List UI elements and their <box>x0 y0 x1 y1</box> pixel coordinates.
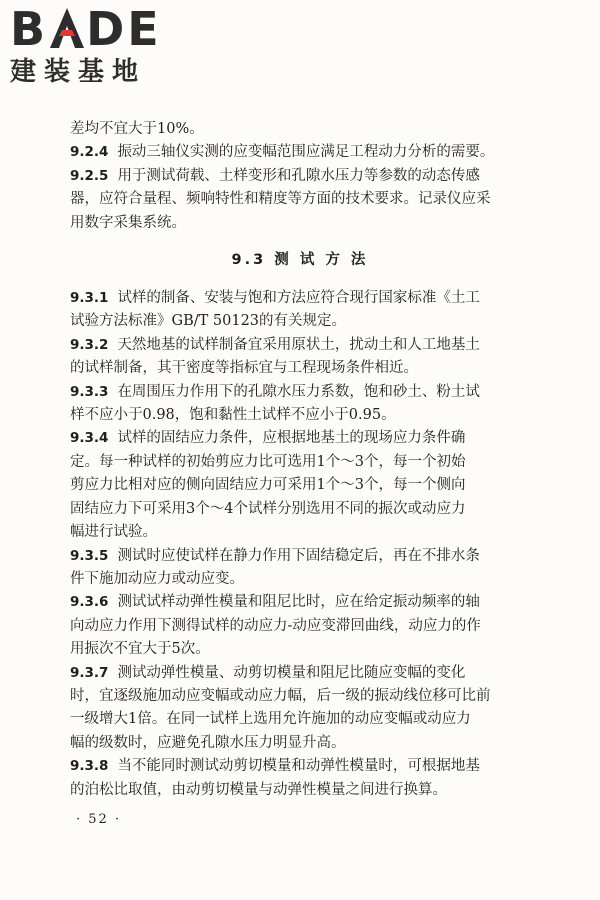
clause-line <box>70 165 530 188</box>
clause-number: 9.3.1 <box>70 290 109 307</box>
clause-line <box>70 685 530 708</box>
logo-subtitle: 建装基地 <box>10 57 147 87</box>
clause-text: 振动三轴仪实测的应变幅范围应满足工程动力分析的需要。 <box>117 144 495 161</box>
page-number: · 52 · <box>76 812 122 827</box>
clause-number: 9.3.2 <box>70 336 109 353</box>
section-items <box>70 287 530 802</box>
clause-text: 用数字采集系统。 <box>70 214 186 231</box>
clause-text: 时，宜逐级施加动应变幅或动应力幅，后一级的振动线位移可比前 <box>70 687 491 704</box>
clause-line <box>70 141 530 164</box>
logo-wordmark <box>10 2 180 56</box>
clause-9-3-8 <box>70 755 530 802</box>
clause-number: 9.3.7 <box>70 664 109 681</box>
clause-line <box>70 212 530 235</box>
clause-line <box>70 310 530 333</box>
clause-text: 在周围压力作用下的孔隙水压力系数，饱和砂土、粉土试 <box>117 383 480 400</box>
clause-number: 9.2.4 <box>70 144 109 161</box>
clause-line <box>70 451 530 474</box>
clause-text: 固结应力下可采用3个～4个试样分别选用不同的振次或动应力 <box>70 500 466 517</box>
clause-text: 件下施加动应力或动应变。 <box>70 570 244 587</box>
clause-line <box>70 334 530 357</box>
clause-9-3-5 <box>70 545 530 592</box>
clause-9-2-5 <box>70 165 530 235</box>
clause-text: 的泊松比取值，由动剪切模量与动弹性模量之间进行换算。 <box>70 781 447 798</box>
clause-text: 天然地基的试样制备宜采用原状土，扰动土和人工地基土 <box>117 336 480 353</box>
clause-line <box>70 521 530 544</box>
clause-number: 9.2.5 <box>70 167 109 184</box>
clause-number: 9.3.4 <box>70 430 109 447</box>
clause-number: 9.3.6 <box>70 594 109 611</box>
clause-9-3-2 <box>70 334 530 381</box>
clause-line <box>70 591 530 614</box>
clause-9-3-3 <box>70 381 530 428</box>
logo-letters-de: DE <box>86 2 162 56</box>
clause-line <box>70 662 530 685</box>
clause-text: 用于测试荷载、土样变形和孔隙水压力等参数的动态传感 <box>117 167 480 184</box>
clause-text: 样不应小于0.98，饱和黏性土试样不应小于0.95。 <box>70 407 396 424</box>
clause-line <box>70 755 530 778</box>
logo <box>10 2 180 90</box>
clause-text: 幅进行试验。 <box>70 524 157 541</box>
clause-text: 试验方法标准》GB/T 50123的有关规定。 <box>70 313 347 330</box>
clause-line <box>70 615 530 638</box>
clause-text: 当不能同时测试动剪切模量和动弹性模量时，可根据地基 <box>117 758 480 775</box>
clause-9-3-4 <box>70 427 530 544</box>
clause-line <box>70 404 530 427</box>
clause-9-2-4 <box>70 141 530 164</box>
clause-line <box>70 474 530 497</box>
clause-text: 测试时应使试样在静力作用下固结稳定后，再在不排水条 <box>117 547 480 564</box>
clause-line <box>70 568 530 591</box>
clause-line <box>70 732 530 755</box>
clause-text: 用振次不宜大于5次。 <box>70 641 210 658</box>
clause-text: 测试动弹性模量、动剪切模量和阻尼比随应变幅的变化 <box>117 664 466 681</box>
clause-text: 测试试样动弹性模量和阻尼比时，应在给定振动频率的轴 <box>117 594 480 611</box>
clause-line <box>70 708 530 731</box>
clause-number: 9.3.5 <box>70 547 109 564</box>
section-heading: 9.3 测 试 方 法 <box>231 252 369 269</box>
items-before-section <box>70 141 530 235</box>
clause-9-3-7 <box>70 662 530 756</box>
clause-line <box>70 779 530 802</box>
clause-9-3-1 <box>70 287 530 334</box>
clause-line <box>70 357 530 380</box>
clause-9-3-6 <box>70 591 530 661</box>
clause-line <box>70 381 530 404</box>
clause-text: 定。每一种试样的初始剪应力比可选用1个～3个，每一个初始 <box>70 453 466 470</box>
clause-text: 剪应力比相对应的侧向固结应力可采用1个～3个，每一个侧向 <box>70 477 466 494</box>
clause-number: 9.3.3 <box>70 383 109 400</box>
clause-number: 9.3.8 <box>70 758 109 775</box>
logo-letter-b: B <box>10 2 49 56</box>
clause-line <box>70 287 530 310</box>
clause-text: 试样的固结应力条件，应根据地基土的现场应力条件确 <box>117 430 466 447</box>
logo-a-mark <box>50 6 84 46</box>
clause-text: 幅的级数时，应避免孔隙水压力明显升高。 <box>70 734 346 751</box>
clause-line <box>70 638 530 661</box>
clause-text: 一级增大1倍。在同一试样上选用允许施加的动应变幅或动应力 <box>70 711 471 728</box>
clause-line <box>70 545 530 568</box>
clause-text: 向动应力作用下测得试样的动应力-动应变滞回曲线，动应力的作 <box>70 617 481 634</box>
clause-line <box>70 188 530 211</box>
clause-text: 器，应符合量程、频响特性和精度等方面的技术要求。记录仪应采 <box>70 191 491 208</box>
clause-line <box>70 498 530 521</box>
clause-line <box>70 427 530 450</box>
clause-text: 试样的制备、安装与饱和方法应符合现行国家标准《土工 <box>117 290 480 307</box>
continuation-line: 差均不宜大于10%。 <box>70 121 204 137</box>
document-body <box>70 118 530 802</box>
clause-text: 的试样制备，其干密度等指标宜与工程现场条件相近。 <box>70 360 418 377</box>
